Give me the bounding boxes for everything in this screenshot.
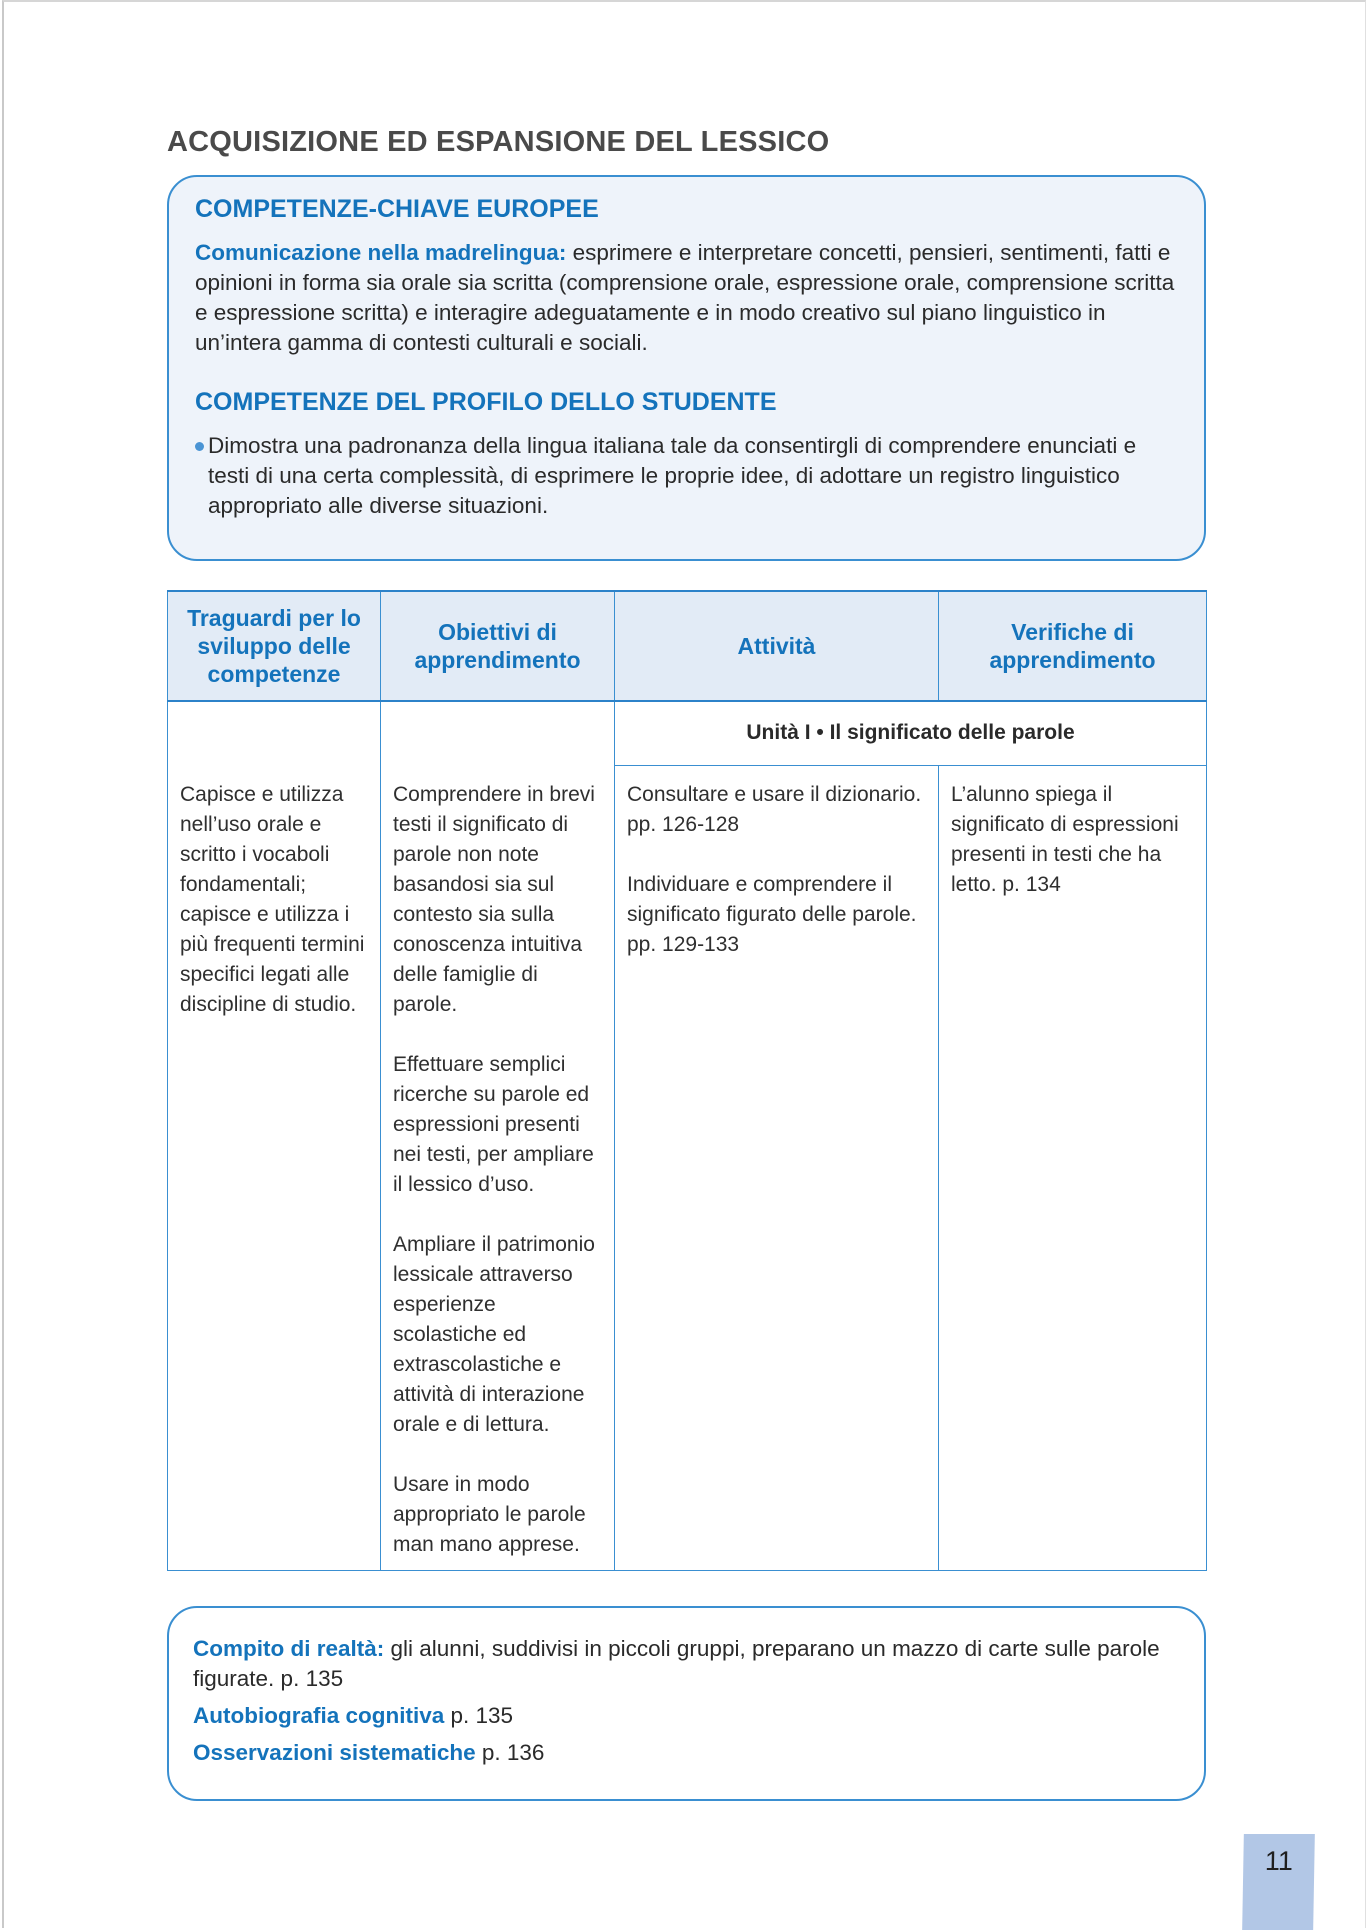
- unit-row: [168, 701, 1207, 765]
- table-header-row: [168, 591, 1207, 701]
- osservazioni-label: Osservazioni sistematiche: [193, 1740, 476, 1765]
- unit-title: Unità I • Il significato delle parole: [615, 701, 1207, 765]
- obiettivi-cell: [381, 701, 615, 1571]
- task-box: [167, 1606, 1206, 1801]
- header-obiettivi: Obiettivi di apprendimento: [381, 591, 615, 701]
- autobiografia-label: Autobiografia cognitiva: [193, 1703, 445, 1728]
- compito-line: [193, 1634, 1180, 1694]
- communication-text: esprimere e interpretare concetti, pensieri, sentimenti, fatti e opinioni in forma sia orale sia scritta (comprensione orale, espressione orale, comprensione scritta e espressione scritta) e interagire adeguatamente e in modo creativo sul piano linguistico in un’intera gamma di contesti culturali e sociali.: [195, 240, 1175, 355]
- header-attivita: Attività: [615, 591, 939, 701]
- autobiografia-text: p. 135: [444, 1703, 514, 1728]
- verifiche-text: L’alunno spiega il significato di espressioni presenti in testi che ha letto. p. 134: [951, 782, 1179, 896]
- verifiche-cell: [939, 765, 1207, 1571]
- competences-box: [167, 175, 1206, 561]
- obiettivo-item: Ampliare il patrimonio lessicale attraverso esperienze scolastiche ed extrascolastiche e attività di interazione orale e di lettura.: [393, 1233, 595, 1436]
- traguardi-cell: [168, 701, 381, 1571]
- student-profile-heading: COMPETENZE DEL PROFILO DELLO STUDENTE: [195, 388, 777, 416]
- traguardi-text: Capisce e utilizza nell’uso orale e scritto i vocaboli fondamentali; capisce e utilizza i più frequenti termini specifici legati alle discipline di studio.: [180, 783, 365, 1016]
- profile-bullet-text: Dimostra una padronanza della lingua italiana tale da consentirgli di comprendere enunciati e testi di una certa complessità, di esprimere le proprie idee, di adottare un registro linguistico appropriato alle diverse situazioni.: [208, 433, 1137, 518]
- page-title: ACQUISIZIONE ED ESPANSIONE DEL LESSICO: [167, 126, 830, 158]
- communication-paragraph: [195, 238, 1178, 358]
- curriculum-table: [167, 590, 1207, 1571]
- compito-label: Compito di realtà:: [193, 1636, 385, 1661]
- autobiografia-line: [193, 1701, 1180, 1731]
- obiettivo-item: Usare in modo appropriato le parole man mano apprese.: [393, 1473, 586, 1556]
- communication-label: Comunicazione nella madrelingua:: [195, 240, 567, 265]
- osservazioni-line: [193, 1738, 1180, 1768]
- obiettivo-item: Effettuare semplici ricerche su parole ed espressioni presenti nei testi, per ampliare il lessico d’uso.: [393, 1053, 594, 1196]
- obiettivo-item: Comprendere in brevi testi il significato di parole non note basandosi sia sul contesto sia sulla conoscenza intuitiva delle famiglie di parole.: [393, 783, 595, 1016]
- header-traguardi: Traguardi per lo sviluppo delle competenze: [168, 591, 381, 701]
- compito-text: gli alunni, suddivisi in piccoli gruppi, preparano un mazzo di carte sulle parole figurate. p. 135: [193, 1636, 1160, 1691]
- attivita-item: Consultare e usare il dizionario. pp. 126-128: [627, 782, 922, 836]
- key-competences-heading: COMPETENZE-CHIAVE EUROPEE: [195, 195, 599, 223]
- osservazioni-text: p. 136: [475, 1740, 545, 1765]
- attivita-item: Individuare e comprendere il significato figurato delle parole. pp. 129-133: [627, 872, 917, 956]
- header-verifiche: Verifiche di apprendimento: [939, 591, 1207, 701]
- attivita-cell: [615, 765, 939, 1571]
- profile-bullet: [195, 431, 1178, 521]
- bullet-dot-icon: [195, 442, 204, 451]
- page-number: 11: [1242, 1834, 1315, 1930]
